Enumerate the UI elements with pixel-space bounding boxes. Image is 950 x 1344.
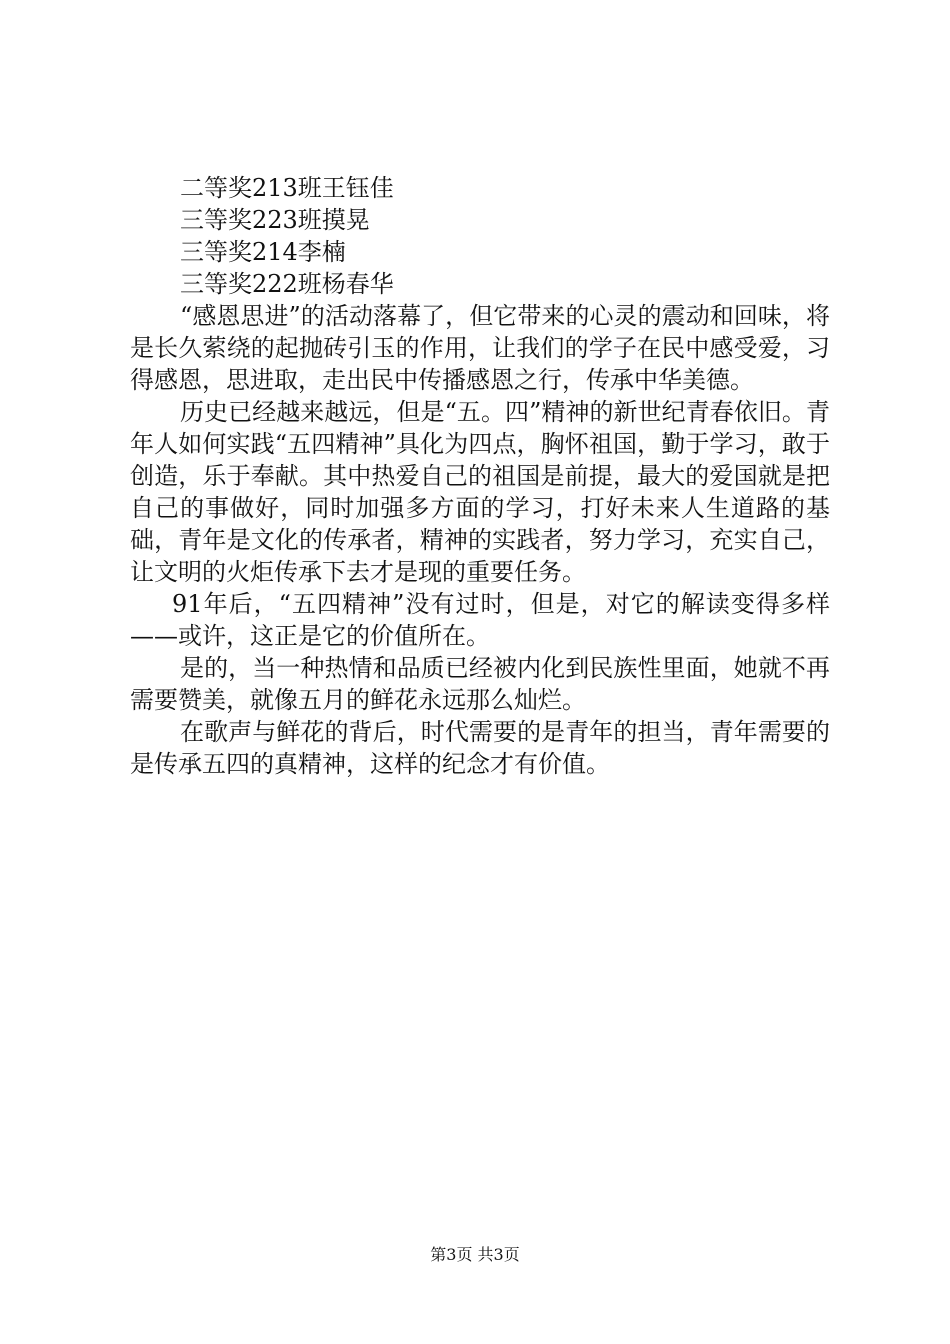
award-line: 二等奖213班王钰佳 (180, 174, 394, 202)
paragraph: “感恩思进”的活动落幕了，但它带来的心灵的震动和回味，将是长久萦绕的起抛砖引玉的作用，让我们的学子在民中感受爱，习得感恩，思进取，走出民中传播感恩之行，传承中华美德。 (130, 302, 830, 394)
award-line: 三等奖214李楠 (180, 238, 346, 266)
award-line: 三等奖223班摸晃 (180, 206, 370, 234)
paragraph: 历史已经越来越远，但是“五。四”精神的新世纪青春依旧。青年人如何实践“五四精神”具化为四点，胸怀祖国，勤于学习，敢于创造，乐于奉献。其中热爱自己的祖国是前提，最大的爱国就是把自己的事做好，同时加强多方面的学习，打好未来人生道路的基础，青年是文化的传承者，精神的实践者，努力学习，充实自己，让文明的火炬传承下去才是现的重要任务。 (130, 398, 830, 586)
page-footer: 第3页 共3页 (430, 1245, 520, 1264)
paragraph: 91年后，“五四精神”没有过时，但是，对它的解读变得多样——或许，这正是它的价值所在。 (130, 590, 830, 650)
document-body (130, 172, 830, 780)
paragraph: 在歌声与鲜花的背后，时代需要的是青年的担当，青年需要的是传承五四的真精神，这样的纪念才有价值。 (130, 718, 830, 778)
paragraph: 是的，当一种热情和品质已经被内化到民族性里面，她就不再需要赞美，就像五月的鲜花永远那么灿烂。 (130, 654, 830, 714)
award-line: 三等奖222班杨春华 (180, 270, 394, 298)
